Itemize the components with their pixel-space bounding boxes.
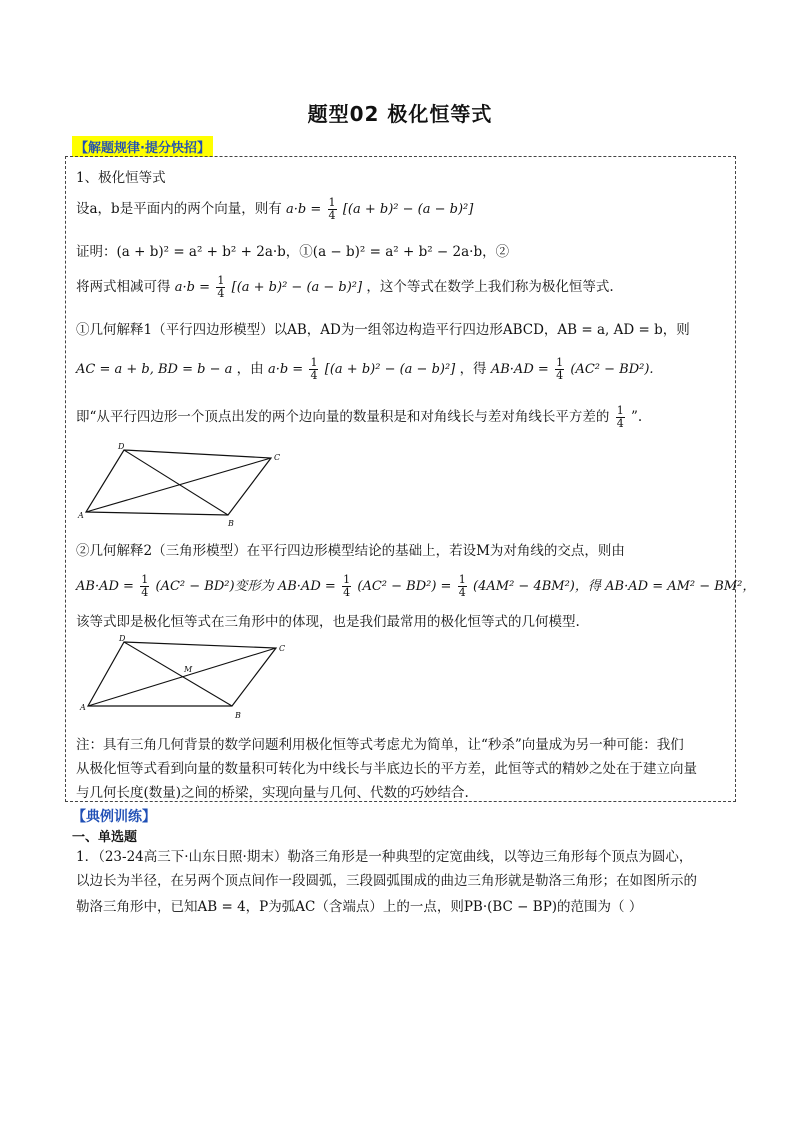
- identity-left-3: a·b =: [267, 362, 304, 377]
- label-b: B: [228, 519, 234, 528]
- frac-den: 4: [328, 209, 336, 222]
- box-line-4: [76, 275, 614, 300]
- tri-expr: (AC² − BD²) =: [357, 579, 452, 594]
- ab-ad-left: AB·AD =: [490, 362, 549, 377]
- label-d-2: D: [119, 634, 126, 643]
- frac-num: 1: [217, 274, 225, 287]
- subheading: 一、单选题: [72, 830, 138, 845]
- fraction-quarter: [555, 357, 564, 382]
- box-line-6-by: ，由: [236, 361, 264, 377]
- box-line-10: 该等式即是极化恒等式在三角形中的体现，也是我们最常用的极化恒等式的几何模型.: [76, 614, 580, 630]
- box-line-6: [76, 357, 654, 382]
- diagonal-bd-2: [124, 642, 232, 706]
- frac-den: 4: [343, 586, 351, 599]
- box-line-3: 证明：(a + b)² = a² + b² + 2a·b，①(a − b)² = a² + b² − 2a·b，②: [76, 244, 510, 260]
- diagonal-bd: [124, 450, 228, 515]
- identity-right-2: [(a + b)² − (a − b)²]: [231, 280, 363, 295]
- label-c-2: C: [279, 644, 286, 653]
- box-line-4-post: ，这个等式在数学上我们称为极化恒等式.: [366, 279, 614, 295]
- question-line-3: 勒洛三角形中，已知AB = 4，P为弧AC（含端点）上的一点，则PB·(BC − BP)的范围为（ ）: [76, 899, 643, 915]
- tri-transform: (AC² − BD²)变形为: [155, 579, 274, 594]
- label-b-2: B: [235, 711, 241, 720]
- example-tag: 【典例训练】: [72, 809, 156, 825]
- question-line-1: 1．（23-24高三下·山东日照·期末）勒洛三角形是一种典型的定宽曲线，以等边三角形每个顶点为圆心，: [76, 849, 693, 865]
- tri-ab-ad: AB·AD =: [76, 579, 134, 594]
- identity-left: a·b =: [286, 202, 322, 217]
- box-line-2-text: 设a，b是平面内的两个向量，则有: [76, 201, 282, 217]
- box-line-4-text: 将两式相减可得: [76, 279, 171, 295]
- frac-num: 1: [141, 573, 149, 586]
- frac-den: 4: [458, 586, 466, 599]
- tri-expr-2: (4AM² − 4BM²)，得: [473, 579, 601, 594]
- box-line-5: ①几何解释1（平行四边形模型）以AB，AD为一组邻边构造平行四边形ABCD，AB = a, AD = b，则: [76, 322, 690, 338]
- page-title: 题型02 极化恒等式: [307, 102, 493, 126]
- fraction-quarter: [140, 574, 149, 599]
- note-line-3: 与几何长度(数量)之间的桥梁，实现向量与几何、代数的巧妙结合.: [76, 785, 469, 801]
- note-line-2: 从极化恒等式看到向量的数量积可转化为中线长与半底边长的平方差，此恒等式的精妙之处在于建立向量: [76, 761, 697, 777]
- parallelogram-figure: [76, 440, 286, 530]
- identity-right-3: [(a + b)² − (a − b)²]: [324, 362, 456, 377]
- frac-den: 4: [310, 369, 318, 382]
- question-line-2: 以边长为半径，在另两个顶点间作一段圆弧，三段圆弧围成的曲边三角形就是勒洛三角形；在如图所示的: [76, 873, 697, 889]
- frac-num: 1: [458, 573, 466, 586]
- frac-den: 4: [616, 417, 624, 430]
- parallelogram-outline: [86, 450, 271, 515]
- frac-num: 1: [310, 356, 318, 369]
- fraction-quarter: [616, 405, 625, 430]
- box-line-1: 1、极化恒等式: [76, 170, 166, 186]
- box-line-7-text: 即“从平行四边形一个顶点出发的两个边向量的数量积是和对角线长与差对角线长平方差的: [76, 409, 610, 425]
- box-line-6-get: ，得: [459, 361, 487, 377]
- note-line-1: 注：具有三角几何背景的数学问题利用极化恒等式考虑尤为简单，让“秒杀”向量成为另一种可能：我们: [76, 737, 684, 753]
- fraction-quarter: [216, 275, 225, 300]
- fraction-quarter: [309, 357, 318, 382]
- ab-ad-right: (AC² − BD²).: [570, 362, 654, 377]
- box-line-2: [76, 197, 473, 222]
- fraction-quarter: [458, 574, 467, 599]
- frac-num: 1: [328, 196, 336, 209]
- box-line-7: [76, 405, 642, 430]
- frac-den: 4: [141, 586, 149, 599]
- frac-den: 4: [556, 369, 564, 382]
- tri-ab-ad-2: AB·AD =: [277, 579, 336, 594]
- frac-num: 1: [556, 356, 564, 369]
- frac-num: 1: [616, 404, 624, 417]
- tri-result: AB·AD = AM² − BM²，: [605, 579, 756, 594]
- label-d: D: [118, 442, 125, 451]
- identity-left-2: a·b =: [174, 280, 211, 295]
- frac-num: 1: [343, 573, 351, 586]
- box-line-9: [76, 574, 755, 599]
- fraction-quarter: [328, 197, 337, 222]
- box-line-7-post: ”.: [631, 409, 643, 425]
- label-a: A: [78, 511, 84, 520]
- triangle-model-figure: [76, 632, 286, 722]
- frac-den: 4: [217, 287, 225, 300]
- diagonal-vectors: AC = a + b, BD = b − a: [76, 362, 233, 377]
- box-line-8: ②几何解释2（三角形模型）在平行四边形模型结论的基础上，若设M为对角线的交点，则由: [76, 543, 625, 559]
- identity-right: [(a + b)² − (a − b)²]: [342, 202, 474, 217]
- parallelogram-outline-2: [88, 642, 276, 706]
- label-c: C: [274, 453, 281, 462]
- fraction-quarter: [342, 574, 351, 599]
- label-a-2: A: [80, 703, 86, 712]
- label-m: M: [184, 665, 193, 674]
- section-tag: 【解题规律·提分快招】: [72, 136, 213, 157]
